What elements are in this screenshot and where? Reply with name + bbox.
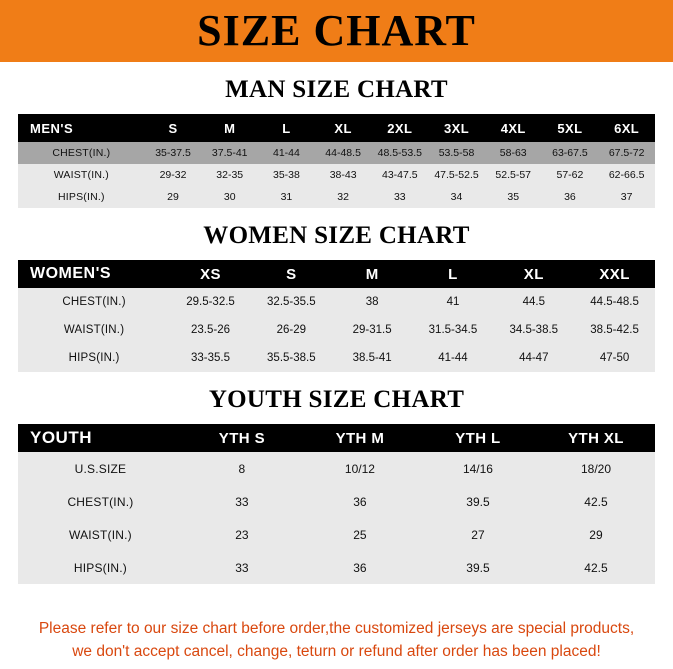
- table-cell: 44-48.5: [315, 142, 372, 164]
- table-row: [18, 518, 655, 551]
- table-cell: 57-62: [542, 164, 599, 186]
- header-banner: [0, 0, 673, 62]
- table-cell: 29.5-32.5: [170, 288, 251, 316]
- youth-col-s: YTH S: [183, 424, 301, 452]
- table-cell: 8: [183, 452, 301, 485]
- table-cell: 43-47.5: [371, 164, 428, 186]
- table-cell: 33: [371, 186, 428, 208]
- table-cell: 25: [301, 518, 419, 551]
- table-row: [18, 344, 655, 372]
- table-row: [18, 452, 655, 485]
- table-cell: 53.5-58: [428, 142, 485, 164]
- table-cell: 35: [485, 186, 542, 208]
- table-cell: 10/12: [301, 452, 419, 485]
- table-cell: 35-38: [258, 164, 315, 186]
- table-cell: 32-35: [201, 164, 258, 186]
- youth-table-body: [18, 452, 655, 584]
- table-cell: 63-67.5: [542, 142, 599, 164]
- table-cell: 37: [598, 186, 655, 208]
- youth-row-label-ussize: U.S.SIZE: [18, 452, 183, 485]
- man-size-table-wrap: [0, 114, 673, 208]
- youth-table-header: [18, 424, 655, 452]
- women-col-s: S: [251, 260, 332, 288]
- women-row-label-waist: WAIST(IN.): [18, 316, 170, 344]
- man-col-3xl: 3XL: [428, 114, 485, 142]
- youth-size-table-wrap: [0, 424, 673, 584]
- table-header-row: [18, 114, 655, 142]
- man-row-label-waist: WAIST(IN.): [18, 164, 145, 186]
- table-cell: 62-66.5: [598, 164, 655, 186]
- women-row-label-chest: CHEST(IN.): [18, 288, 170, 316]
- table-cell: 31: [258, 186, 315, 208]
- man-table-body: [18, 142, 655, 208]
- man-row-label-chest: CHEST(IN.): [18, 142, 145, 164]
- table-cell: 41-44: [258, 142, 315, 164]
- women-col-xxl: XXL: [574, 260, 655, 288]
- table-cell: 34.5-38.5: [493, 316, 574, 344]
- table-cell: 35-37.5: [145, 142, 202, 164]
- table-cell: 44.5: [493, 288, 574, 316]
- table-header-row: [18, 424, 655, 452]
- table-cell: 39.5: [419, 551, 537, 584]
- women-col-xs: XS: [170, 260, 251, 288]
- man-col-l: L: [258, 114, 315, 142]
- youth-row-label-chest: CHEST(IN.): [18, 485, 183, 518]
- youth-col-l: YTH L: [419, 424, 537, 452]
- youth-row-label-hips: HIPS(IN.): [18, 551, 183, 584]
- table-row: [18, 316, 655, 344]
- table-cell: 32.5-35.5: [251, 288, 332, 316]
- table-cell: 58-63: [485, 142, 542, 164]
- table-cell: 36: [301, 485, 419, 518]
- women-col-m: M: [332, 260, 413, 288]
- table-cell: 23.5-26: [170, 316, 251, 344]
- youth-table-corner-label: YOUTH: [18, 424, 183, 452]
- man-table-corner-label: MEN'S: [18, 114, 145, 142]
- table-cell: 33-35.5: [170, 344, 251, 372]
- youth-size-table: [18, 424, 655, 584]
- table-cell: 42.5: [537, 551, 655, 584]
- man-col-s: S: [145, 114, 202, 142]
- women-table-corner-label: WOMEN'S: [18, 260, 170, 288]
- women-size-table: [18, 260, 655, 372]
- table-cell: 38-43: [315, 164, 372, 186]
- table-cell: 18/20: [537, 452, 655, 485]
- section-title-man: MAN SIZE CHART: [225, 76, 448, 103]
- table-cell: 36: [542, 186, 599, 208]
- table-cell: 35.5-38.5: [251, 344, 332, 372]
- table-cell: 52.5-57: [485, 164, 542, 186]
- man-size-table: [18, 114, 655, 208]
- youth-col-m: YTH M: [301, 424, 419, 452]
- table-cell: 14/16: [419, 452, 537, 485]
- table-row: [18, 164, 655, 186]
- man-col-5xl: 5XL: [542, 114, 599, 142]
- table-cell: 47.5-52.5: [428, 164, 485, 186]
- table-cell: 37.5-41: [201, 142, 258, 164]
- table-cell: 27: [419, 518, 537, 551]
- table-cell: 29-31.5: [332, 316, 413, 344]
- table-cell: 23: [183, 518, 301, 551]
- women-row-label-hips: HIPS(IN.): [18, 344, 170, 372]
- women-table-body: [18, 288, 655, 372]
- table-cell: 48.5-53.5: [371, 142, 428, 164]
- table-cell: 29: [145, 186, 202, 208]
- table-cell: 36: [301, 551, 419, 584]
- table-cell: 42.5: [537, 485, 655, 518]
- women-table-header: [18, 260, 655, 288]
- women-col-l: L: [413, 260, 494, 288]
- table-header-row: [18, 260, 655, 288]
- table-cell: 33: [183, 485, 301, 518]
- youth-row-label-waist: WAIST(IN.): [18, 518, 183, 551]
- man-table-header: [18, 114, 655, 142]
- table-row: [18, 485, 655, 518]
- table-cell: 44.5-48.5: [574, 288, 655, 316]
- table-row: [18, 186, 655, 208]
- table-cell: 47-50: [574, 344, 655, 372]
- man-col-4xl: 4XL: [485, 114, 542, 142]
- table-cell: 33: [183, 551, 301, 584]
- table-cell: 26-29: [251, 316, 332, 344]
- table-cell: 32: [315, 186, 372, 208]
- women-col-xl: XL: [493, 260, 574, 288]
- women-size-table-wrap: [0, 260, 673, 372]
- table-cell: 41-44: [413, 344, 494, 372]
- table-cell: 38.5-41: [332, 344, 413, 372]
- table-cell: 34: [428, 186, 485, 208]
- page-title: SIZE CHART: [197, 6, 476, 55]
- table-cell: 44-47: [493, 344, 574, 372]
- section-title-youth: YOUTH SIZE CHART: [208, 386, 465, 413]
- table-cell: 31.5-34.5: [413, 316, 494, 344]
- man-row-label-hips: HIPS(IN.): [18, 186, 145, 208]
- table-row: [18, 288, 655, 316]
- footer-note-line-2: we don't accept cancel, change, teturn or refund after order has been placed!: [72, 642, 601, 660]
- table-cell: 38: [332, 288, 413, 316]
- table-cell: 29-32: [145, 164, 202, 186]
- table-cell: 38.5-42.5: [574, 316, 655, 344]
- table-cell: 39.5: [419, 485, 537, 518]
- table-cell: 29: [537, 518, 655, 551]
- youth-col-xl: YTH XL: [537, 424, 655, 452]
- footer-note: [0, 618, 673, 663]
- footer-note-line-1: Please refer to our size chart before order,the customized jerseys are special products,: [38, 620, 635, 638]
- table-cell: 30: [201, 186, 258, 208]
- table-row: [18, 551, 655, 584]
- man-col-xl: XL: [315, 114, 372, 142]
- section-title-women: WOMEN SIZE CHART: [203, 222, 470, 249]
- table-cell: 67.5-72: [598, 142, 655, 164]
- table-cell: 41: [413, 288, 494, 316]
- man-col-m: M: [201, 114, 258, 142]
- table-row: [18, 142, 655, 164]
- man-col-2xl: 2XL: [371, 114, 428, 142]
- man-col-6xl: 6XL: [598, 114, 655, 142]
